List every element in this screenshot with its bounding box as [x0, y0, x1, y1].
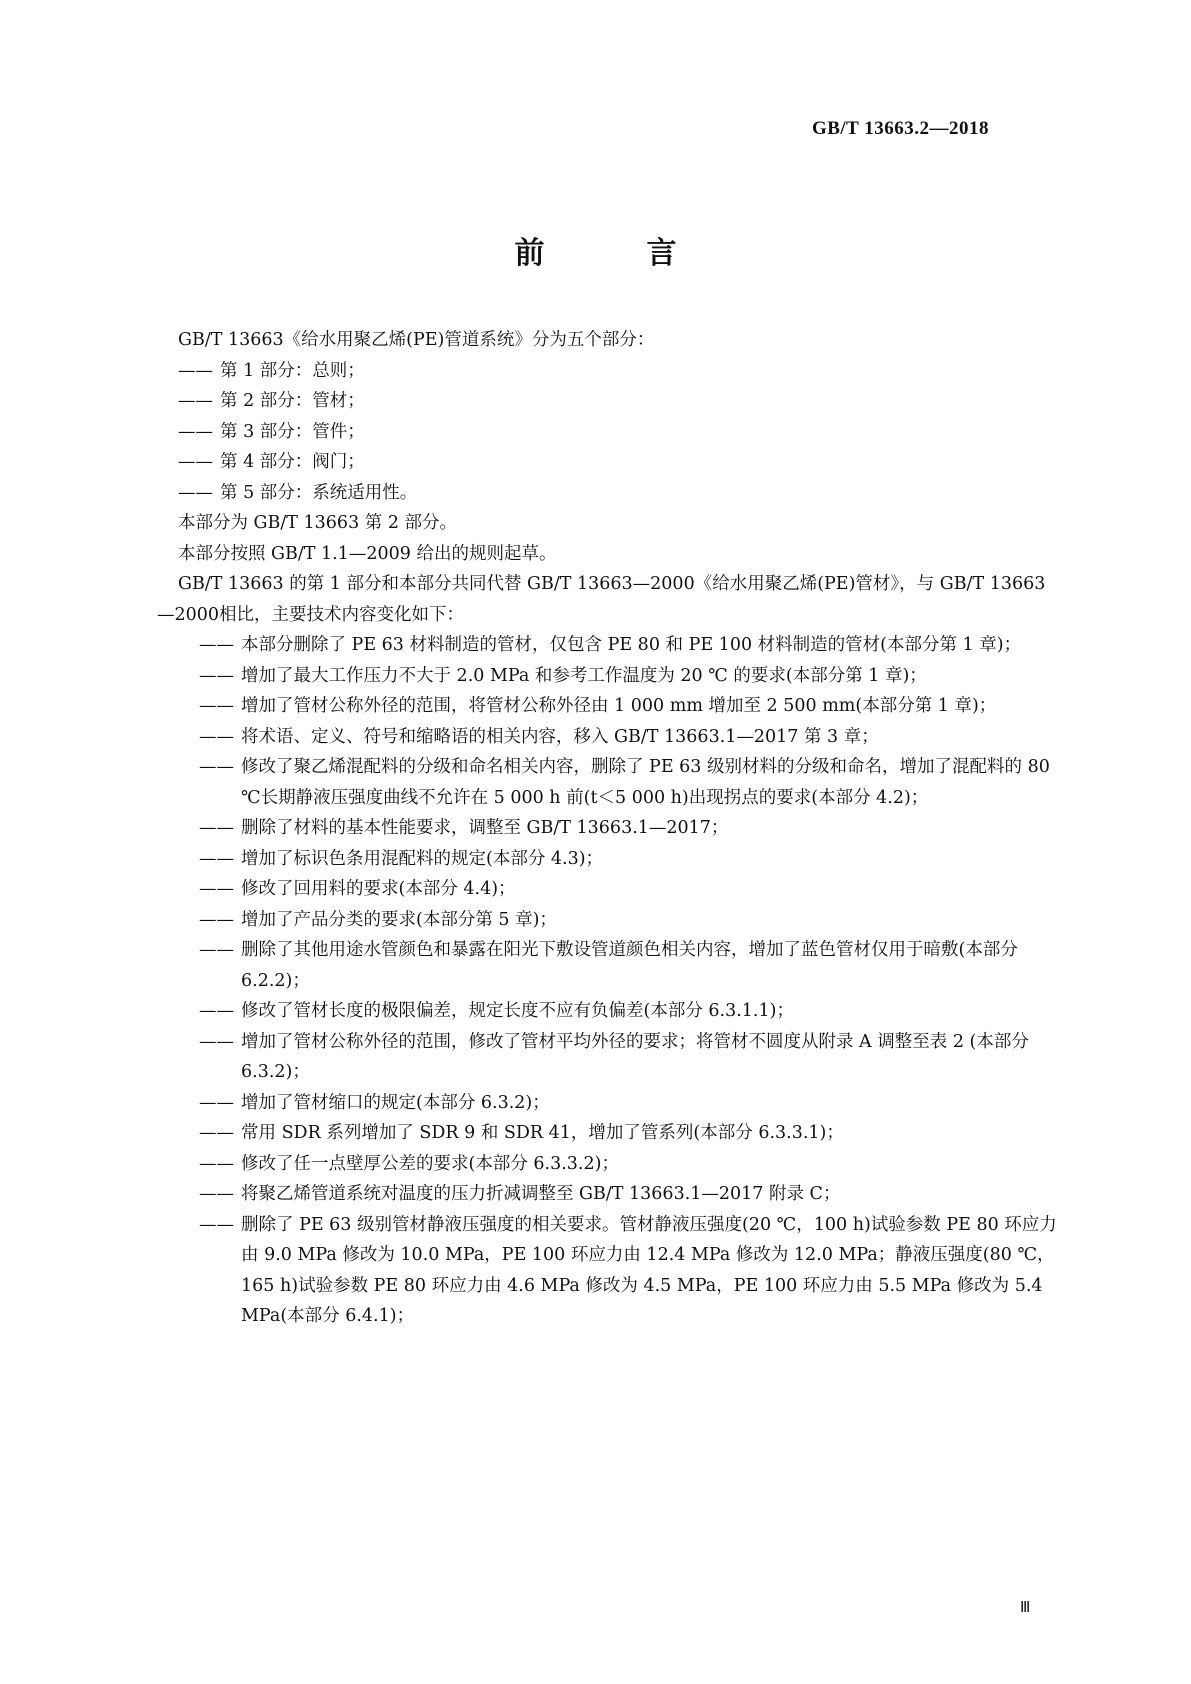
change-text: 将术语、定义、符号和缩略语的相关内容，移入 GB/T 13663.1—2017 第 3 章； — [241, 726, 879, 747]
intro-paragraph — [178, 325, 1058, 356]
change-text: 增加了管材公称外径的范围，修改了管材平均外径的要求；将管材不圆度从附录 A 调整至表 2 (本部分 6.3.2)； — [241, 1031, 1029, 1082]
document-body — [157, 325, 1058, 1332]
dash-marker: —— — [178, 360, 213, 381]
dash-marker: —— — [199, 1153, 234, 1174]
change-item — [199, 996, 1058, 1027]
parts-list — [178, 356, 1058, 509]
dash-marker: —— — [199, 757, 234, 777]
list-item — [178, 356, 1058, 387]
change-text: 增加了管材公称外径的范围，将管材公称外径由 1 000 mm 增加至 2 500 mm(本部分第 1 章)； — [241, 696, 997, 716]
dash-marker: —— — [199, 879, 234, 899]
page-number: Ⅲ — [1020, 1600, 1031, 1616]
change-text: 增加了产品分类的要求(本部分第 5 章)； — [241, 909, 557, 930]
dash-marker: —— — [199, 848, 234, 869]
standard-code: GB/T 13663.2—2018 — [811, 118, 989, 139]
dash-marker: —— — [199, 665, 234, 686]
part-text: 第 3 部分：管件； — [220, 421, 365, 442]
change-item — [199, 813, 1058, 844]
dash-marker: —— — [178, 391, 213, 411]
part-text: 第 2 部分：管材； — [220, 391, 365, 411]
change-text: 修改了聚乙烯混配料的分级和命名相关内容，删除了 PE 63 级别材料的分级和命名，增加了混配料的 80 ℃长期静液压强度曲线不允许在 5 000 h 前(t＜5 000 h)出现拐点的要求(本部分 4.2)； — [241, 757, 1050, 808]
change-text: 增加了最大工作压力不大于 2.0 MPa 和参考工作温度为 20 ℃ 的要求(本部分第 1 章)； — [241, 665, 927, 686]
dash-marker: —— — [178, 452, 213, 472]
change-text: 将聚乙烯管道系统对温度的压力折减调整至 GB/T 13663.1—2017 附录 C； — [241, 1184, 841, 1204]
part-text: 第 4 部分：阀门； — [220, 452, 365, 472]
change-item — [199, 935, 1058, 996]
dash-marker: —— — [199, 696, 234, 716]
change-item — [199, 1027, 1058, 1088]
replacement-statement: GB/T 13663 的第 1 部分和本部分共同代替 GB/T 13663—2000《给水用聚乙烯(PE)管材》，与 GB/T 13663—2000相比，主要技术内容变化如下： — [157, 574, 1046, 625]
change-text: 常用 SDR 系列增加了 SDR 9 和 SDR 41，增加了管系列(本部分 6.3.3.1)； — [241, 1123, 844, 1143]
change-item — [199, 1088, 1058, 1119]
change-item — [199, 752, 1058, 813]
dash-marker: —— — [199, 635, 234, 655]
dash-marker: —— — [178, 421, 213, 442]
dash-marker: —— — [199, 909, 234, 930]
list-item — [178, 447, 1058, 478]
dash-marker: —— — [199, 1092, 234, 1113]
change-item — [199, 661, 1058, 692]
change-item — [199, 630, 1058, 661]
drafting-rules-statement: 本部分按照 GB/T 1.1—2009 给出的规则起草。 — [178, 543, 557, 564]
dash-marker: —— — [178, 482, 213, 503]
part-text: 第 1 部分：总则； — [220, 360, 365, 381]
change-item — [199, 722, 1058, 753]
change-item — [199, 691, 1058, 722]
intro-text: GB/T 13663《给水用聚乙烯(PE)管道系统》分为五个部分： — [178, 330, 655, 350]
page-title: 前 言 — [514, 236, 713, 271]
change-text: 删除了其他用途水管颜色和暴露在阳光下敷设管道颜色相关内容，增加了蓝色管材仅用于暗敷(本部分 6.2.2)； — [241, 940, 1018, 991]
change-item — [199, 1179, 1058, 1210]
change-item — [199, 1118, 1058, 1149]
change-text: 修改了回用料的要求(本部分 4.4)； — [241, 879, 516, 899]
change-item — [199, 1149, 1058, 1180]
dash-marker: —— — [199, 818, 234, 838]
part-statement: 本部分为 GB/T 13663 第 2 部分。 — [178, 513, 458, 533]
change-text: 修改了任一点壁厚公差的要求(本部分 6.3.3.2)； — [241, 1153, 619, 1174]
dash-marker: —— — [199, 1031, 234, 1052]
list-item — [178, 417, 1058, 448]
list-item — [178, 478, 1058, 509]
dash-marker: —— — [199, 1184, 234, 1204]
change-item — [199, 1210, 1058, 1332]
change-text: 删除了材料的基本性能要求，调整至 GB/T 13663.1—2017； — [241, 818, 729, 838]
change-item — [199, 844, 1058, 875]
change-text: 本部分删除了 PE 63 材料制造的管材，仅包含 PE 80 和 PE 100 材料制造的管材(本部分第 1 章)； — [241, 635, 1022, 655]
dash-marker: —— — [199, 1123, 234, 1143]
dash-marker: —— — [199, 1001, 234, 1021]
dash-marker: —— — [199, 726, 234, 747]
change-item — [199, 905, 1058, 936]
change-text: 增加了管材缩口的规定(本部分 6.3.2)； — [241, 1092, 550, 1113]
changes-list — [199, 630, 1058, 1332]
part-text: 第 5 部分：系统适用性。 — [220, 482, 418, 503]
change-text: 增加了标识色条用混配料的规定(本部分 4.3)； — [241, 848, 604, 869]
dash-marker: —— — [199, 940, 234, 960]
change-text: 修改了管材长度的极限偏差，规定长度不应有负偏差(本部分 6.3.1.1)； — [241, 1001, 794, 1021]
dash-marker: —— — [199, 1214, 234, 1235]
change-text: 删除了 PE 63 级别管材静液压强度的相关要求。管材静液压强度(20 ℃，100 h)试验参数 PE 80 环应力由 9.0 MPa 修改为 10.0 MPa，PE 100 环应力由 12.4 MPa 修改为 12.0 MPa；静液压强度(80 ℃，165 h)试验参数 PE 80 环应力由 4.6 MPa 修改为 4.5 MPa，PE 100 环应力由 5.5 MPa 修改为 5.4 MPa(本部分 6.4.1)； — [241, 1214, 1057, 1326]
list-item — [178, 386, 1058, 417]
change-item — [199, 874, 1058, 905]
